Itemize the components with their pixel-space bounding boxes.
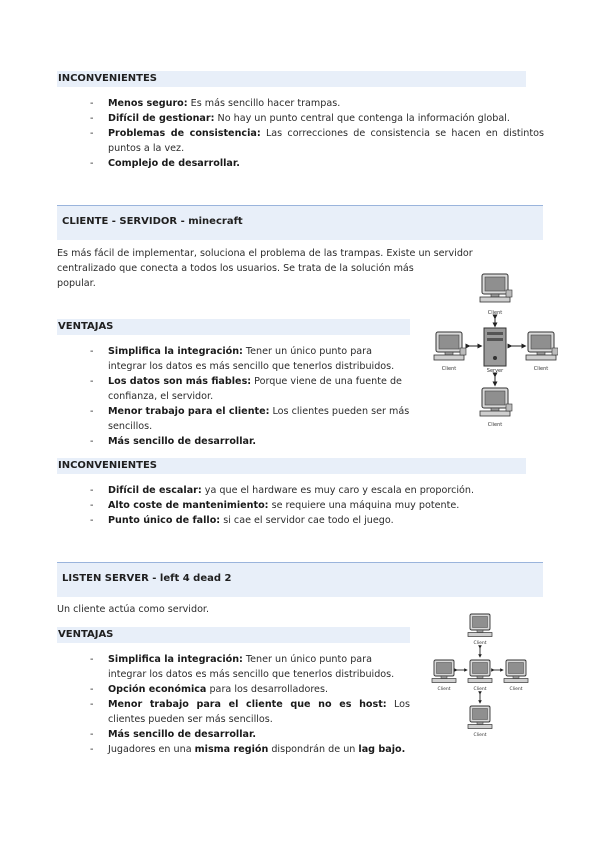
client-computer-icon — [480, 388, 512, 416]
list-item: - Jugadores en una misma región dispondrán de un lag bajo. — [90, 742, 410, 757]
client-label: Client — [509, 687, 523, 692]
cons-heading-2: INCONVENIENTES — [57, 458, 526, 474]
client-label: Client — [487, 422, 503, 428]
host-computer-icon — [468, 660, 492, 683]
pros-list-2 — [90, 344, 410, 449]
list-item: - Opción económica para los desarrolladores. — [90, 682, 410, 697]
list-item: - Problemas de consistencia: Las correcciones de consistencia se hacen en distintos puntos a la vez. — [90, 126, 544, 156]
list-item: - Menor trabajo para el cliente: Los clientes pueden ser más sencillos. — [90, 404, 410, 434]
client-label: Client — [441, 366, 457, 372]
server-tower-icon — [484, 328, 506, 366]
list-item: - Más sencillo de desarrollar. — [90, 727, 410, 742]
client-label: Client — [437, 687, 451, 692]
list-item: - Simplifica la integración: Tener un único punto para integrar los datos es más sencillo que tenerlos distribuidos. — [90, 344, 410, 374]
intro-line: Es más fácil de implementar, soluciona el problema de las trampas. Existe un servidor — [57, 248, 473, 259]
cons-list-2 — [90, 483, 544, 528]
section-title-listen-server: LISTEN SERVER - left 4 dead 2 — [57, 562, 543, 597]
cons-heading-1: INCONVENIENTES — [57, 71, 526, 87]
list-item: - Más sencillo de desarrollar. — [90, 434, 410, 449]
client-label: Client — [533, 366, 549, 372]
pros-heading-2: VENTAJAS — [57, 319, 410, 335]
host-label: Client — [473, 687, 487, 692]
client-label: Client — [473, 733, 487, 738]
list-item: - Simplifica la integración: Tener un único punto para integrar los datos es más sencillo que tenerlos distribuidos. — [90, 652, 410, 682]
list-item: - Difícil de escalar: ya que el hardware es muy caro y escala en proporción. — [90, 483, 544, 498]
client-computer-icon — [434, 332, 466, 360]
pros-list-3 — [90, 652, 410, 757]
client-computer-icon — [468, 706, 492, 729]
section-title-cliente-servidor: CLIENTE - SERVIDOR - minecraft — [57, 205, 543, 240]
listen-server-diagram — [430, 612, 540, 742]
server-label: Server — [486, 368, 504, 374]
list-item: - Complejo de desarrollar. — [90, 156, 544, 171]
client-computer-icon — [468, 614, 492, 637]
list-item: - Los datos son más fiables: Porque viene de una fuente de confianza, el servidor. — [90, 374, 410, 404]
list-item: - Menos seguro: Es más sencillo hacer trampas. — [90, 96, 544, 111]
intro-paragraph: Un cliente actúa como servidor. — [57, 604, 210, 615]
cons-list-1 — [90, 96, 544, 171]
client-label: Client — [473, 641, 487, 646]
list-item: - Menor trabajo para el cliente que no es host: Los clientes pueden ser más sencillos. — [90, 697, 410, 727]
pros-heading-3: VENTAJAS — [57, 627, 410, 643]
client-computer-icon — [432, 660, 456, 683]
list-item: - Alto coste de mantenimiento: se requiere una máquina muy potente. — [90, 498, 544, 513]
client-label: Client — [487, 310, 503, 316]
client-computer-icon — [480, 274, 512, 302]
list-item: - Punto único de fallo: si cae el servidor cae todo el juego. — [90, 513, 544, 528]
client-computer-icon — [504, 660, 528, 683]
intro-paragraph: centralizado que conecta a todos los usuarios. Se trata de la solución más popular. — [57, 263, 414, 289]
list-item: - Difícil de gestionar: No hay un punto central que contenga la información global. — [90, 111, 544, 126]
client-server-diagram — [428, 270, 558, 430]
client-computer-icon — [526, 332, 558, 360]
